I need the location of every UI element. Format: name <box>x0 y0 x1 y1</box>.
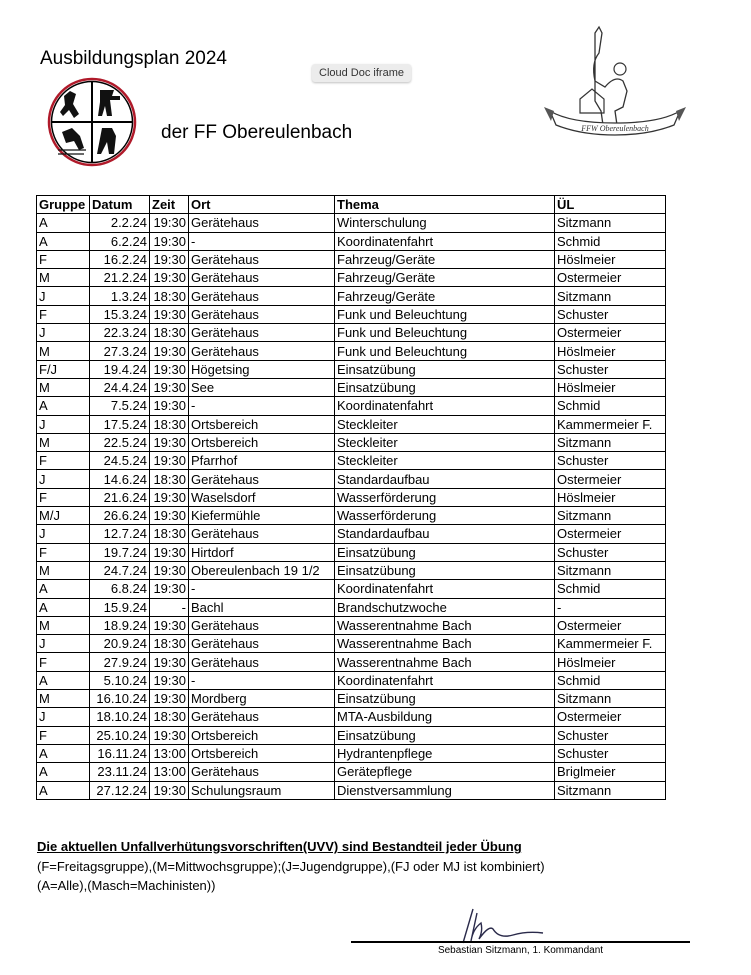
table-row <box>37 305 666 323</box>
cell-zeit: 19:30 <box>150 433 189 451</box>
cell-thema: Standardaufbau <box>335 525 555 543</box>
fire-brigade-emblem-icon <box>46 76 138 168</box>
table-row <box>37 525 666 543</box>
cell-ort: Gerätehaus <box>189 324 335 342</box>
cell-thema: Einsatzübung <box>335 726 555 744</box>
cell-gruppe: F <box>37 543 90 561</box>
cell-ort: Waselsdorf <box>189 488 335 506</box>
svg-text:FFW Obereulenbach: FFW Obereulenbach <box>581 124 649 133</box>
cell-datum: 24.7.24 <box>90 561 150 579</box>
cell-gruppe: F <box>37 250 90 268</box>
table-row <box>37 561 666 579</box>
cell-ul: Ostermeier <box>555 324 666 342</box>
cell-datum: 26.6.24 <box>90 507 150 525</box>
group-legend-line-2: (A=Alle),(Masch=Machinisten)) <box>37 878 216 893</box>
column-header-datum: Datum <box>90 196 150 214</box>
cell-thema: Koordinatenfahrt <box>335 397 555 415</box>
table-row <box>37 232 666 250</box>
cell-gruppe: J <box>37 708 90 726</box>
table-row <box>37 342 666 360</box>
cell-zeit: 13:00 <box>150 763 189 781</box>
cell-zeit: 19:30 <box>150 671 189 689</box>
table-row <box>37 781 666 799</box>
cell-thema: Wasserentnahme Bach <box>335 635 555 653</box>
cell-zeit: 19:30 <box>150 397 189 415</box>
cell-datum: 18.10.24 <box>90 708 150 726</box>
cell-thema: Einsatzübung <box>335 360 555 378</box>
cell-datum: 6.8.24 <box>90 580 150 598</box>
cell-zeit: 18:30 <box>150 415 189 433</box>
cell-ul: Ostermeier <box>555 269 666 287</box>
cell-gruppe: J <box>37 525 90 543</box>
cell-zeit: 18:30 <box>150 470 189 488</box>
cell-gruppe: A <box>37 580 90 598</box>
cell-ul: Sitzmann <box>555 781 666 799</box>
cell-ul: Ostermeier <box>555 525 666 543</box>
cell-ul: Briglmeier <box>555 763 666 781</box>
cell-ul: - <box>555 598 666 616</box>
cell-ul: Höslmeier <box>555 488 666 506</box>
cell-ort: - <box>189 580 335 598</box>
cell-thema: Wasserentnahme Bach <box>335 653 555 671</box>
cell-ort: Gerätehaus <box>189 269 335 287</box>
table-row <box>37 580 666 598</box>
cell-ul: Sitzmann <box>555 561 666 579</box>
table-row <box>37 360 666 378</box>
cell-thema: Wasserentnahme Bach <box>335 616 555 634</box>
cell-gruppe: M <box>37 269 90 287</box>
cell-datum: 22.5.24 <box>90 433 150 451</box>
cell-zeit: 19:30 <box>150 690 189 708</box>
cell-thema: Brandschutzwoche <box>335 598 555 616</box>
cell-zeit: 19:30 <box>150 507 189 525</box>
column-header-gruppe: Gruppe <box>37 196 90 214</box>
cell-gruppe: F <box>37 488 90 506</box>
cell-datum: 19.4.24 <box>90 360 150 378</box>
cell-datum: 27.12.24 <box>90 781 150 799</box>
cell-ul: Sitzmann <box>555 690 666 708</box>
cell-gruppe: M <box>37 378 90 396</box>
cell-gruppe: M/J <box>37 507 90 525</box>
signatory-name: Sebastian Sitzmann, 1. Kommandant <box>437 945 604 956</box>
table-row <box>37 470 666 488</box>
cell-ort: Kiefermühle <box>189 507 335 525</box>
cell-ort: Ortsbereich <box>189 433 335 451</box>
cell-datum: 19.7.24 <box>90 543 150 561</box>
cell-ul: Schuster <box>555 360 666 378</box>
notes-section <box>37 837 545 896</box>
cell-ul: Ostermeier <box>555 470 666 488</box>
cell-ort: Ortsbereich <box>189 726 335 744</box>
cell-datum: 24.4.24 <box>90 378 150 396</box>
cell-gruppe: J <box>37 635 90 653</box>
cloud-doc-iframe-badge: Cloud Doc iframe <box>312 64 411 82</box>
cell-ul: Höslmeier <box>555 342 666 360</box>
cell-datum: 5.10.24 <box>90 671 150 689</box>
cell-datum: 27.3.24 <box>90 342 150 360</box>
group-legend-line-1: (F=Freitagsgruppe),(M=Mittwochsgruppe);(J=Jugendgruppe),(FJ oder MJ ist kombiniert) <box>37 858 545 874</box>
cell-ul: Kammermeier F. <box>555 635 666 653</box>
table-row <box>37 543 666 561</box>
cell-ort: Pfarrhof <box>189 452 335 470</box>
cell-datum: 1.3.24 <box>90 287 150 305</box>
page-subtitle: der FF Obereulenbach <box>161 122 353 143</box>
cell-thema: Koordinatenfahrt <box>335 671 555 689</box>
table-row <box>37 635 666 653</box>
cell-ort: - <box>189 232 335 250</box>
cell-zeit: - <box>150 598 189 616</box>
cell-zeit: 18:30 <box>150 287 189 305</box>
table-row <box>37 214 666 232</box>
cell-thema: Winterschulung <box>335 214 555 232</box>
cell-zeit: 19:30 <box>150 305 189 323</box>
cell-datum: 2.2.24 <box>90 214 150 232</box>
cell-thema: Steckleiter <box>335 452 555 470</box>
cell-zeit: 19:30 <box>150 616 189 634</box>
cell-zeit: 18:30 <box>150 324 189 342</box>
page-title: Ausbildungsplan 2024 <box>40 48 227 69</box>
cell-datum: 22.3.24 <box>90 324 150 342</box>
table-row <box>37 763 666 781</box>
cell-zeit: 18:30 <box>150 525 189 543</box>
cell-datum: 6.2.24 <box>90 232 150 250</box>
cell-ort: Gerätehaus <box>189 305 335 323</box>
cell-datum: 23.11.24 <box>90 763 150 781</box>
cell-ul: Schmid <box>555 671 666 689</box>
table-row <box>37 378 666 396</box>
table-row <box>37 452 666 470</box>
cell-ul: Höslmeier <box>555 378 666 396</box>
cell-ul: Ostermeier <box>555 708 666 726</box>
cell-zeit: 19:30 <box>150 360 189 378</box>
cell-thema: Steckleiter <box>335 415 555 433</box>
cell-gruppe: F <box>37 726 90 744</box>
cell-thema: Einsatzübung <box>335 690 555 708</box>
cell-ul: Sitzmann <box>555 214 666 232</box>
cell-thema: Steckleiter <box>335 433 555 451</box>
cell-thema: Koordinatenfahrt <box>335 580 555 598</box>
cell-ul: Sitzmann <box>555 433 666 451</box>
cell-ort: Gerätehaus <box>189 342 335 360</box>
cell-ort: Gerätehaus <box>189 250 335 268</box>
st-florian-emblem-icon <box>540 25 690 143</box>
cell-datum: 25.10.24 <box>90 726 150 744</box>
cell-zeit: 19:30 <box>150 342 189 360</box>
table-row <box>37 653 666 671</box>
cell-zeit: 19:30 <box>150 543 189 561</box>
cell-thema: Funk und Beleuchtung <box>335 342 555 360</box>
cell-ul: Schuster <box>555 543 666 561</box>
cell-gruppe: M <box>37 690 90 708</box>
cell-zeit: 19:30 <box>150 378 189 396</box>
cell-datum: 27.9.24 <box>90 653 150 671</box>
cell-datum: 18.9.24 <box>90 616 150 634</box>
cell-gruppe: M <box>37 561 90 579</box>
cell-ort: Gerätehaus <box>189 653 335 671</box>
cell-ort: Schulungsraum <box>189 781 335 799</box>
cell-zeit: 18:30 <box>150 635 189 653</box>
column-header-zeit: Zeit <box>150 196 189 214</box>
cell-ul: Ostermeier <box>555 616 666 634</box>
cell-thema: Wasserförderung <box>335 507 555 525</box>
cell-ul: Sitzmann <box>555 507 666 525</box>
cell-thema: Funk und Beleuchtung <box>335 305 555 323</box>
cell-gruppe: J <box>37 324 90 342</box>
uvv-notice: Die aktuellen Unfallverhütungsvorschriften(UVV) sind Bestandteil jeder Übung <box>37 839 522 854</box>
cell-datum: 24.5.24 <box>90 452 150 470</box>
cell-zeit: 19:30 <box>150 269 189 287</box>
cell-ul: Schuster <box>555 452 666 470</box>
cell-ul: Höslmeier <box>555 250 666 268</box>
cell-thema: Gerätepflege <box>335 763 555 781</box>
cell-thema: Standardaufbau <box>335 470 555 488</box>
cell-datum: 15.9.24 <box>90 598 150 616</box>
cell-gruppe: F/J <box>37 360 90 378</box>
cell-zeit: 19:30 <box>150 726 189 744</box>
cell-ort: Mordberg <box>189 690 335 708</box>
cell-thema: Wasserförderung <box>335 488 555 506</box>
cell-zeit: 19:30 <box>150 781 189 799</box>
cell-datum: 17.5.24 <box>90 415 150 433</box>
cell-ul: Sitzmann <box>555 287 666 305</box>
cell-zeit: 18:30 <box>150 708 189 726</box>
table-header-row <box>37 196 666 214</box>
cell-thema: Fahrzeug/Geräte <box>335 287 555 305</box>
cell-ul: Kammermeier F. <box>555 415 666 433</box>
cell-zeit: 13:00 <box>150 744 189 762</box>
cell-gruppe: F <box>37 452 90 470</box>
cell-gruppe: A <box>37 744 90 762</box>
cell-thema: Fahrzeug/Geräte <box>335 269 555 287</box>
cell-gruppe: A <box>37 781 90 799</box>
cell-datum: 20.9.24 <box>90 635 150 653</box>
table-row <box>37 708 666 726</box>
cell-datum: 15.3.24 <box>90 305 150 323</box>
table-row <box>37 397 666 415</box>
table-row <box>37 488 666 506</box>
cell-gruppe: A <box>37 598 90 616</box>
cell-datum: 14.6.24 <box>90 470 150 488</box>
cell-ort: Ortsbereich <box>189 415 335 433</box>
cell-ort: Gerätehaus <box>189 763 335 781</box>
table-row <box>37 690 666 708</box>
cell-zeit: 19:30 <box>150 561 189 579</box>
cell-datum: 12.7.24 <box>90 525 150 543</box>
cell-gruppe: J <box>37 287 90 305</box>
cell-thema: MTA-Ausbildung <box>335 708 555 726</box>
cell-gruppe: J <box>37 470 90 488</box>
cell-thema: Hydrantenpflege <box>335 744 555 762</box>
cell-zeit: 19:30 <box>150 250 189 268</box>
cell-ul: Schmid <box>555 397 666 415</box>
cell-gruppe: A <box>37 671 90 689</box>
signature-line <box>351 941 690 943</box>
cell-thema: Koordinatenfahrt <box>335 232 555 250</box>
table-row <box>37 616 666 634</box>
cell-gruppe: A <box>37 763 90 781</box>
table-row <box>37 287 666 305</box>
cell-thema: Fahrzeug/Geräte <box>335 250 555 268</box>
cell-gruppe: F <box>37 653 90 671</box>
table-row <box>37 671 666 689</box>
cell-ort: Bachl <box>189 598 335 616</box>
cell-ul: Schmid <box>555 232 666 250</box>
training-schedule-table <box>36 195 666 800</box>
cell-ort: Gerätehaus <box>189 708 335 726</box>
cell-thema: Einsatzübung <box>335 561 555 579</box>
cell-gruppe: M <box>37 342 90 360</box>
cell-zeit: 19:30 <box>150 232 189 250</box>
cell-gruppe: M <box>37 433 90 451</box>
table-row <box>37 507 666 525</box>
cell-ort: Gerätehaus <box>189 635 335 653</box>
table-row <box>37 598 666 616</box>
table-row <box>37 744 666 762</box>
cell-ort: Gerätehaus <box>189 525 335 543</box>
cell-gruppe: M <box>37 616 90 634</box>
cell-thema: Einsatzübung <box>335 378 555 396</box>
cell-ort: - <box>189 397 335 415</box>
cell-ort: - <box>189 671 335 689</box>
cell-ul: Schuster <box>555 726 666 744</box>
column-header-ul: ÜL <box>555 196 666 214</box>
table-row <box>37 726 666 744</box>
cell-ul: Höslmeier <box>555 653 666 671</box>
cell-gruppe: J <box>37 415 90 433</box>
cell-ort: Ortsbereich <box>189 744 335 762</box>
cell-zeit: 19:30 <box>150 488 189 506</box>
cell-thema: Funk und Beleuchtung <box>335 324 555 342</box>
cell-ort: Gerätehaus <box>189 616 335 634</box>
cell-ul: Schuster <box>555 305 666 323</box>
cell-ort: Gerätehaus <box>189 214 335 232</box>
cell-ort: See <box>189 378 335 396</box>
cell-ort: Hirtdorf <box>189 543 335 561</box>
cell-zeit: 19:30 <box>150 452 189 470</box>
cell-ort: Gerätehaus <box>189 287 335 305</box>
cell-datum: 16.11.24 <box>90 744 150 762</box>
column-header-thema: Thema <box>335 196 555 214</box>
signature-scribble-icon <box>455 905 560 945</box>
cell-datum: 21.6.24 <box>90 488 150 506</box>
table-row <box>37 324 666 342</box>
cell-datum: 16.10.24 <box>90 690 150 708</box>
cell-datum: 21.2.24 <box>90 269 150 287</box>
cell-gruppe: A <box>37 214 90 232</box>
table-body <box>37 214 666 800</box>
cell-ort: Högetsing <box>189 360 335 378</box>
cell-zeit: 19:30 <box>150 580 189 598</box>
cell-datum: 7.5.24 <box>90 397 150 415</box>
cell-zeit: 19:30 <box>150 653 189 671</box>
cell-gruppe: A <box>37 232 90 250</box>
cell-ul: Schuster <box>555 744 666 762</box>
cell-datum: 16.2.24 <box>90 250 150 268</box>
cell-ul: Schmid <box>555 580 666 598</box>
cell-thema: Dienstversammlung <box>335 781 555 799</box>
cell-ort: Obereulenbach 19 1/2 <box>189 561 335 579</box>
table-row <box>37 269 666 287</box>
cell-ort: Gerätehaus <box>189 470 335 488</box>
cell-gruppe: A <box>37 397 90 415</box>
table-row <box>37 433 666 451</box>
cell-zeit: 19:30 <box>150 214 189 232</box>
table-row <box>37 250 666 268</box>
cell-gruppe: F <box>37 305 90 323</box>
column-header-ort: Ort <box>189 196 335 214</box>
cell-thema: Einsatzübung <box>335 543 555 561</box>
table-row <box>37 415 666 433</box>
